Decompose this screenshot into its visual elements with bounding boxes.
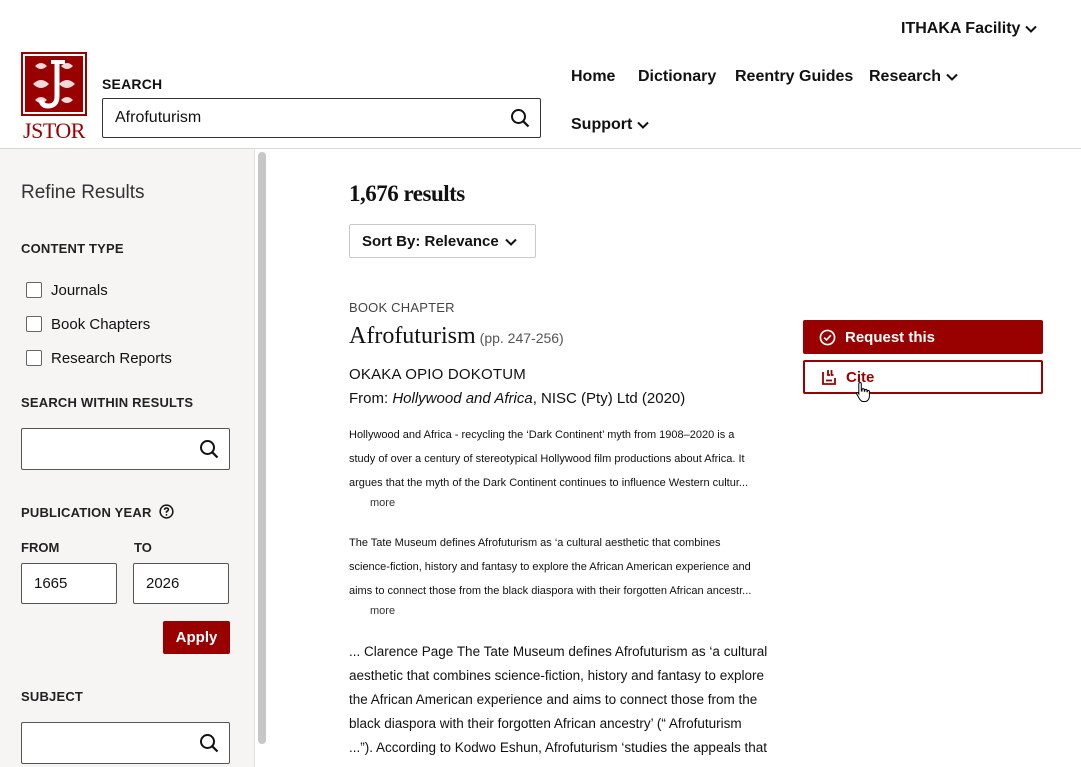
search-icon[interactable]: [510, 108, 530, 128]
results-count: 1,676 results: [349, 181, 465, 206]
search-icon[interactable]: [199, 439, 219, 459]
snippet-line: argues that the myth of the Dark Continent continues to influence Western cultur...: [349, 477, 749, 489]
filter-research-reports[interactable]: [26, 348, 172, 368]
to-label: TO: [134, 540, 152, 555]
search-icon[interactable]: [199, 733, 219, 753]
nav-research[interactable]: [869, 68, 958, 86]
nav-dictionary[interactable]: Dictionary: [638, 68, 717, 85]
search-within-input[interactable]: [21, 428, 230, 470]
item-author[interactable]: OKAKA OPIO DOKOTUM: [349, 366, 526, 383]
checkbox[interactable]: [26, 350, 42, 366]
item-source: [349, 390, 685, 407]
check-circle-icon: [819, 329, 836, 346]
checkbox-label: Journals: [51, 281, 108, 299]
jstor-logo[interactable]: [21, 52, 87, 144]
source-publisher: , NISC (Pty) Ltd (2020): [532, 390, 686, 407]
hand-cursor-icon: [855, 381, 871, 403]
nav-reentry-guides[interactable]: Reentry Guides: [735, 68, 854, 85]
snippet-line: Hollywood and Africa - recycling the ‘Dark Continent’ myth from 1908–2020 is a: [349, 429, 735, 441]
facility-label: ITHAKA Facility: [901, 20, 1021, 37]
snippet-line: black diaspora with their forgotten African ancestry’ (“ Afrofuturism: [349, 716, 742, 731]
nav-support[interactable]: [571, 116, 649, 134]
nav-support-label: Support: [571, 116, 633, 133]
snippet-line: aims to connect those from the black diaspora with their forgotten African ancestr...: [349, 585, 752, 597]
snippet-3: [349, 640, 779, 760]
facility-menu[interactable]: [901, 20, 1037, 38]
cite-label: Cite: [846, 368, 875, 386]
sort-label: Sort By: Relevance: [362, 233, 499, 250]
cite-icon: [820, 368, 838, 386]
chevron-down-icon: [1025, 25, 1037, 33]
snippet-line: the African American experience and aims to connect those from the: [349, 692, 758, 707]
snippet-1: [349, 423, 779, 495]
refine-title: Refine Results: [21, 182, 145, 203]
nav-home[interactable]: Home: [571, 68, 616, 85]
snippet-line: aesthetic that combines science-fiction, history and fantasy to explore: [349, 668, 764, 683]
filter-journals[interactable]: [26, 280, 108, 300]
search-label: SEARCH: [102, 76, 163, 92]
nav-research-label: Research: [869, 68, 942, 85]
more-link[interactable]: more: [370, 497, 396, 509]
source-book-title[interactable]: Hollywood and Africa: [392, 390, 533, 407]
logo-text: JSTOR: [23, 118, 85, 143]
search-within-heading: SEARCH WITHIN RESULTS: [21, 395, 194, 410]
publication-year-heading: PUBLICATION YEAR: [21, 505, 152, 520]
checkbox-label: Research Reports: [51, 349, 172, 367]
checkbox-label: Book Chapters: [51, 315, 151, 333]
site-header: [0, 0, 1081, 149]
chevron-down-icon: [505, 238, 517, 246]
snippet-line: ... Clarence Page The Tate Museum defines Afrofuturism as ‘a cultural: [349, 644, 768, 659]
item-content-type: BOOK CHAPTER: [349, 300, 455, 315]
source-prefix: From:: [349, 390, 393, 407]
apply-button[interactable]: Apply: [163, 621, 230, 654]
search-box: [102, 98, 541, 138]
more-link[interactable]: more: [370, 605, 396, 617]
snippet-line: The Tate Museum defines Afrofuturism as ‘a cultural aesthetic that combines: [349, 537, 721, 549]
from-year-input[interactable]: 1665: [21, 563, 117, 604]
cite-button[interactable]: [803, 360, 1043, 394]
snippet-line: science-fiction, history and fantasy to explore the African American experience and: [349, 561, 751, 573]
subject-heading: SUBJECT: [21, 689, 84, 704]
help-icon[interactable]: [159, 504, 174, 519]
request-this-label: Request this: [845, 328, 936, 346]
snippet-line: ...”). According to Kodwo Eshun, Afrofuturism ‘studies the appeals that: [349, 740, 767, 755]
item-title-link[interactable]: Afrofuturism: [349, 323, 476, 349]
sort-dropdown[interactable]: [349, 224, 536, 258]
item-pages: (pp. 247-256): [479, 330, 564, 346]
snippet-2: [349, 531, 779, 603]
checkbox[interactable]: [26, 282, 42, 298]
filter-book-chapters[interactable]: [26, 314, 150, 334]
search-input[interactable]: [115, 99, 495, 137]
checkbox[interactable]: [26, 316, 42, 332]
chevron-down-icon: [946, 73, 958, 81]
request-this-button[interactable]: [803, 320, 1043, 354]
subject-search-input[interactable]: [21, 722, 230, 764]
snippet-line: study of over a century of stereotypical Hollywood film productions about Africa. It: [349, 453, 745, 465]
from-label: FROM: [21, 540, 60, 555]
content-type-heading: CONTENT TYPE: [21, 241, 124, 256]
jstor-emblem-icon: [21, 52, 87, 116]
chevron-down-icon: [637, 121, 649, 129]
item-title-row: [349, 323, 564, 350]
sidebar-scrollbar[interactable]: [258, 152, 266, 744]
to-year-input[interactable]: 2026: [133, 563, 229, 604]
